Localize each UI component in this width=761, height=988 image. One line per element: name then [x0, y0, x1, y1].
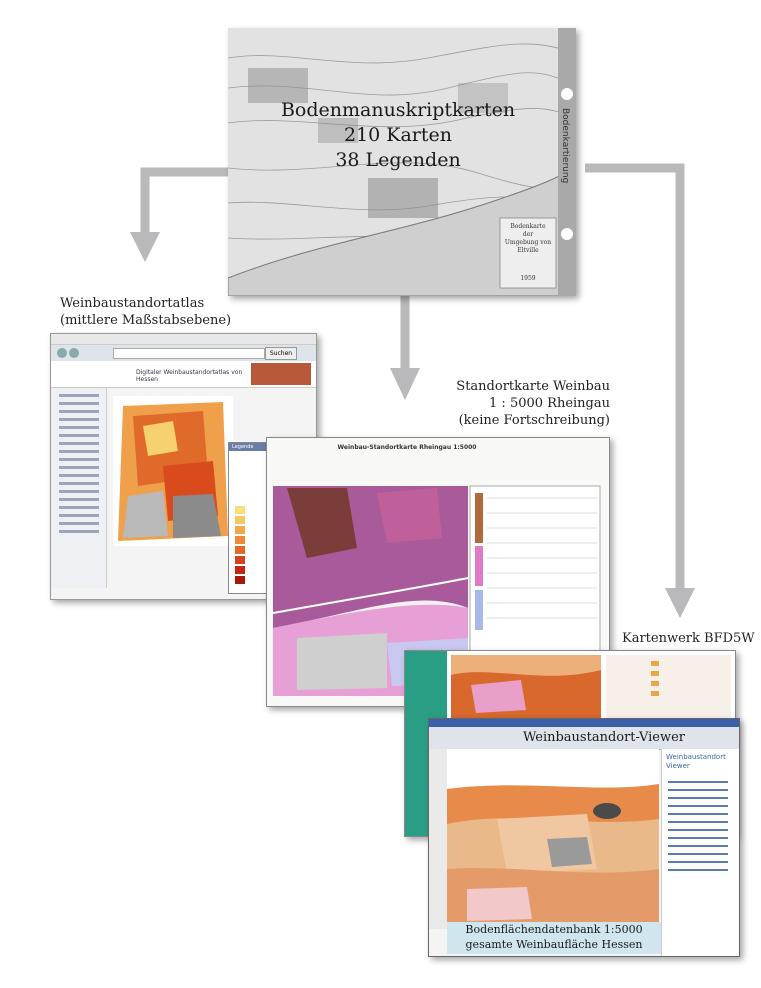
- atlas-header: [51, 361, 316, 388]
- arrow-head-atlas: [130, 232, 160, 262]
- standortkarte-label-line-3: (keine Fortschreibung): [458, 413, 610, 428]
- standortkarte-label-line-2: 1 : 5000 Rheingau: [489, 396, 610, 411]
- standortkarte-title: Weinbau-Standortkarte Rheingau 1:5000: [337, 444, 477, 451]
- caption-line-2: 210 Karten: [343, 124, 453, 146]
- atlas-menubar: [51, 334, 316, 345]
- title-block-year: 1959: [520, 275, 536, 282]
- atlas-label-line-1: Weinbaustandortatlas: [60, 296, 205, 311]
- arrow-head-standortkarte: [390, 368, 420, 400]
- viewer-caption-line-1: Bodenflächendatenbank 1:5000: [465, 923, 643, 936]
- atlas-header-photo: [251, 363, 311, 385]
- title-block-line-3: Umgebung von Eltville: [504, 239, 552, 254]
- source-map-sheet: [228, 28, 576, 296]
- map-tab-label: [560, 108, 574, 228]
- viewer-title: Weinbaustandort-Viewer: [522, 730, 686, 745]
- bfd5w-label: Kartenwerk BFD5W: [622, 631, 755, 646]
- bfd5w-map-strip: [451, 655, 731, 725]
- arrow-to-atlas: [145, 172, 232, 232]
- viewer-left-tools: [429, 749, 448, 929]
- title-block-line-2: der: [522, 231, 534, 238]
- atlas-toolbar: [51, 345, 316, 361]
- viewer-caption: [447, 922, 661, 954]
- arrow-head-bfd5w: [665, 588, 695, 618]
- viewer-map: [447, 749, 659, 929]
- caption-line-1: Bodenmanuskriptkarten: [280, 99, 516, 121]
- atlas-map-area: [113, 396, 233, 546]
- atlas-header-title: Digitaler Weinbaustandortatlas von Hessen: [136, 369, 243, 383]
- viewer-side-title: Weinbaustandort Viewer: [666, 753, 726, 770]
- atlas-heat-map: [113, 396, 233, 546]
- standortkarte-label-line-1: Standortkarte Weinbau: [456, 379, 610, 394]
- tab-label-text: Bodenkartierung: [560, 108, 570, 184]
- source-map-caption: [268, 98, 528, 173]
- atlas-address-bar[interactable]: [113, 348, 265, 359]
- atlas-label-line-2: (mittlere Maßstabsebene): [60, 313, 232, 328]
- atlas-sidebar: [51, 388, 107, 588]
- title-block-line-1: Bodenkarte: [510, 223, 546, 230]
- atlas-label: [60, 295, 231, 329]
- viewer-browser-screenshot: [428, 718, 740, 957]
- standortkarte-label: [440, 378, 610, 429]
- viewer-titlebar: [429, 719, 739, 727]
- viewer-side-panel: [661, 749, 740, 956]
- viewer-caption-line-2: gesamte Weinbaufläche Hessen: [465, 938, 643, 951]
- atlas-legend-header: Legende: [229, 443, 287, 451]
- title-block: [500, 223, 556, 283]
- atlas-search-button[interactable]: Suchen: [265, 347, 297, 360]
- caption-line-3: 38 Legenden: [335, 149, 461, 171]
